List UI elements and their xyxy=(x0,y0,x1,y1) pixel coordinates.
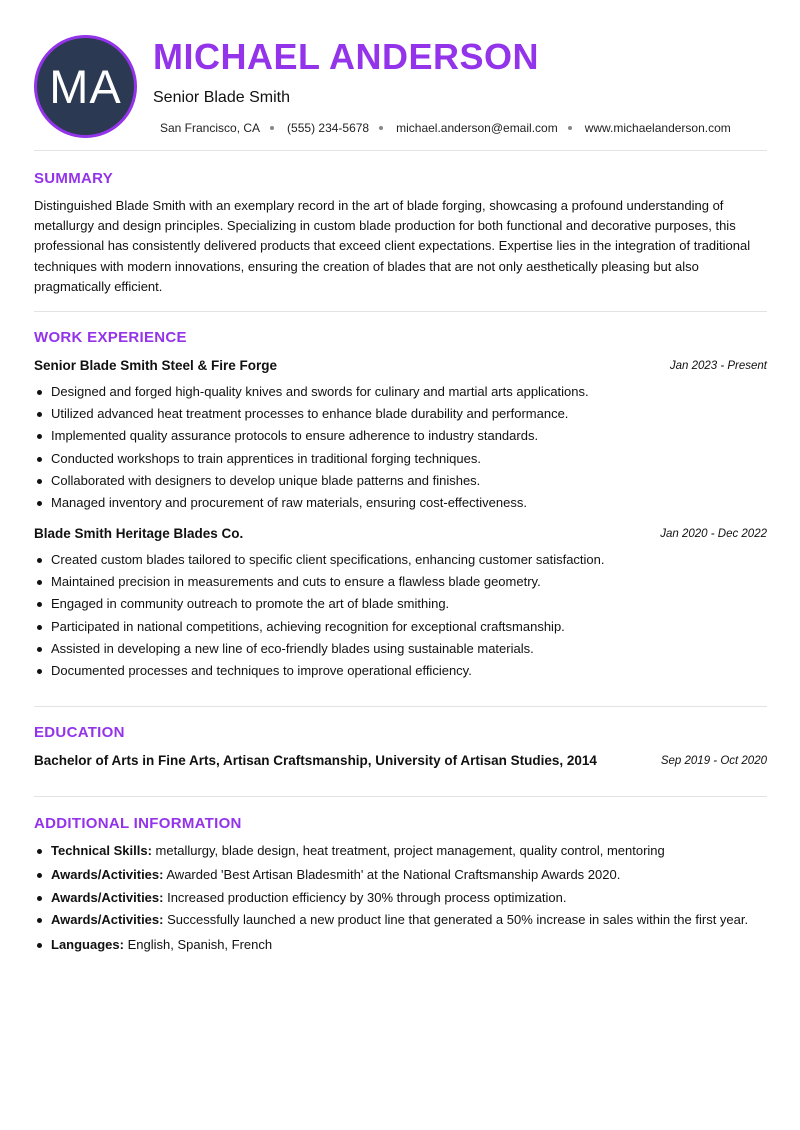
list-item xyxy=(34,910,774,930)
divider xyxy=(34,706,767,707)
list-item xyxy=(34,935,774,955)
contact-website[interactable]: www.michaelanderson.com xyxy=(584,121,731,135)
list-item: Designed and forged high-quality knives and swords for culinary and martial arts applications. xyxy=(34,381,767,403)
separator-dot xyxy=(568,126,572,130)
list-item: Participated in national competitions, achieving recognition for exceptional craftsmanship. xyxy=(34,616,767,638)
list-item: Utilized advanced heat treatment processes to enhance blade durability and performance. xyxy=(34,403,767,425)
divider xyxy=(34,311,767,312)
divider xyxy=(34,150,767,151)
list-item: Assisted in developing a new line of eco-friendly blades using sustainable materials. xyxy=(34,638,767,660)
list-item: Created custom blades tailored to specific client specifications, enhancing customer satisfaction. xyxy=(34,549,767,571)
candidate-name: MICHAEL ANDERSON xyxy=(153,36,540,77)
experience-heading: WORK EXPERIENCE xyxy=(34,329,187,346)
item-label: Awards/Activities: xyxy=(51,912,164,927)
list-item: Engaged in community outreach to promote the art of blade smithing. xyxy=(34,593,767,615)
summary-text: Distinguished Blade Smith with an exemplary record in the art of blade forging, showcasing a profound understanding of metallurgy and design principles. Specializing in custom blade production for both functional and decorative purposes, this professional has consistently delivered products that exceed client expectations. Expertise lies in the integration of traditional techniques with modern innovations, ensuring the creation of blades that are not only aesthetically pleasing but also pragmatically efficient. xyxy=(34,198,751,294)
item-label: Languages: xyxy=(51,937,124,952)
education-entry xyxy=(34,753,767,773)
item-text: Awarded 'Best Artisan Bladesmith' at the National Craftsmanship Awards 2020. xyxy=(166,867,621,882)
job-header xyxy=(34,358,767,378)
list-item: Maintained precision in measurements and cuts to ensure a flawless blade geometry. xyxy=(34,571,767,593)
job-date: Jan 2023 - Present xyxy=(669,360,767,372)
separator-dot xyxy=(379,126,383,130)
job-bullets xyxy=(34,549,767,682)
separator-dot xyxy=(270,126,274,130)
item-label: Awards/Activities: xyxy=(51,867,164,882)
item-text: Successfully launched a new product line that generated a 50% increase in sales within the first year. xyxy=(167,912,749,927)
avatar-initials: MA xyxy=(49,60,122,113)
education-heading: EDUCATION xyxy=(34,724,125,741)
list-item: Documented processes and techniques to improve operational efficiency. xyxy=(34,660,767,682)
item-text: metallurgy, blade design, heat treatment, project management, quality control, mentoring xyxy=(155,843,665,858)
divider xyxy=(34,796,767,797)
summary-heading: SUMMARY xyxy=(34,170,114,187)
contact-email[interactable]: michael.anderson@email.com xyxy=(396,121,558,135)
contact-phone: (555) 234-5678 xyxy=(287,121,370,135)
job-title: Senior Blade Smith Steel & Fire Forge xyxy=(34,358,278,373)
additional-list xyxy=(34,841,774,955)
item-text: Increased production efficiency by 30% through process optimization. xyxy=(167,890,567,905)
list-item: Collaborated with designers to develop unique blade patterns and finishes. xyxy=(34,470,767,492)
candidate-title: Senior Blade Smith xyxy=(153,89,290,106)
list-item xyxy=(34,841,774,861)
item-label: Awards/Activities: xyxy=(51,890,164,905)
list-item: Managed inventory and procurement of raw materials, ensuring cost-effectiveness. xyxy=(34,492,767,514)
job-header xyxy=(34,526,767,546)
job-title: Blade Smith Heritage Blades Co. xyxy=(34,526,244,541)
list-item xyxy=(34,888,774,908)
avatar xyxy=(34,35,137,138)
contact-line xyxy=(160,121,731,135)
item-text: English, Spanish, French xyxy=(127,937,273,952)
job-bullets xyxy=(34,381,767,514)
education-date: Sep 2019 - Oct 2020 xyxy=(660,755,767,767)
resume-header xyxy=(0,0,800,150)
job-date: Jan 2020 - Dec 2022 xyxy=(660,528,767,540)
item-label: Technical Skills: xyxy=(51,843,152,858)
list-item: Implemented quality assurance protocols to ensure adherence to industry standards. xyxy=(34,425,767,447)
list-item xyxy=(34,865,774,885)
contact-location: San Francisco, CA xyxy=(160,121,261,135)
list-item: Conducted workshops to train apprentices in traditional forging techniques. xyxy=(34,448,767,470)
additional-heading: ADDITIONAL INFORMATION xyxy=(34,815,242,832)
degree-title: Bachelor of Arts in Fine Arts, Artisan Craftsmanship, University of Artisan Studies, 2014 xyxy=(34,753,597,768)
